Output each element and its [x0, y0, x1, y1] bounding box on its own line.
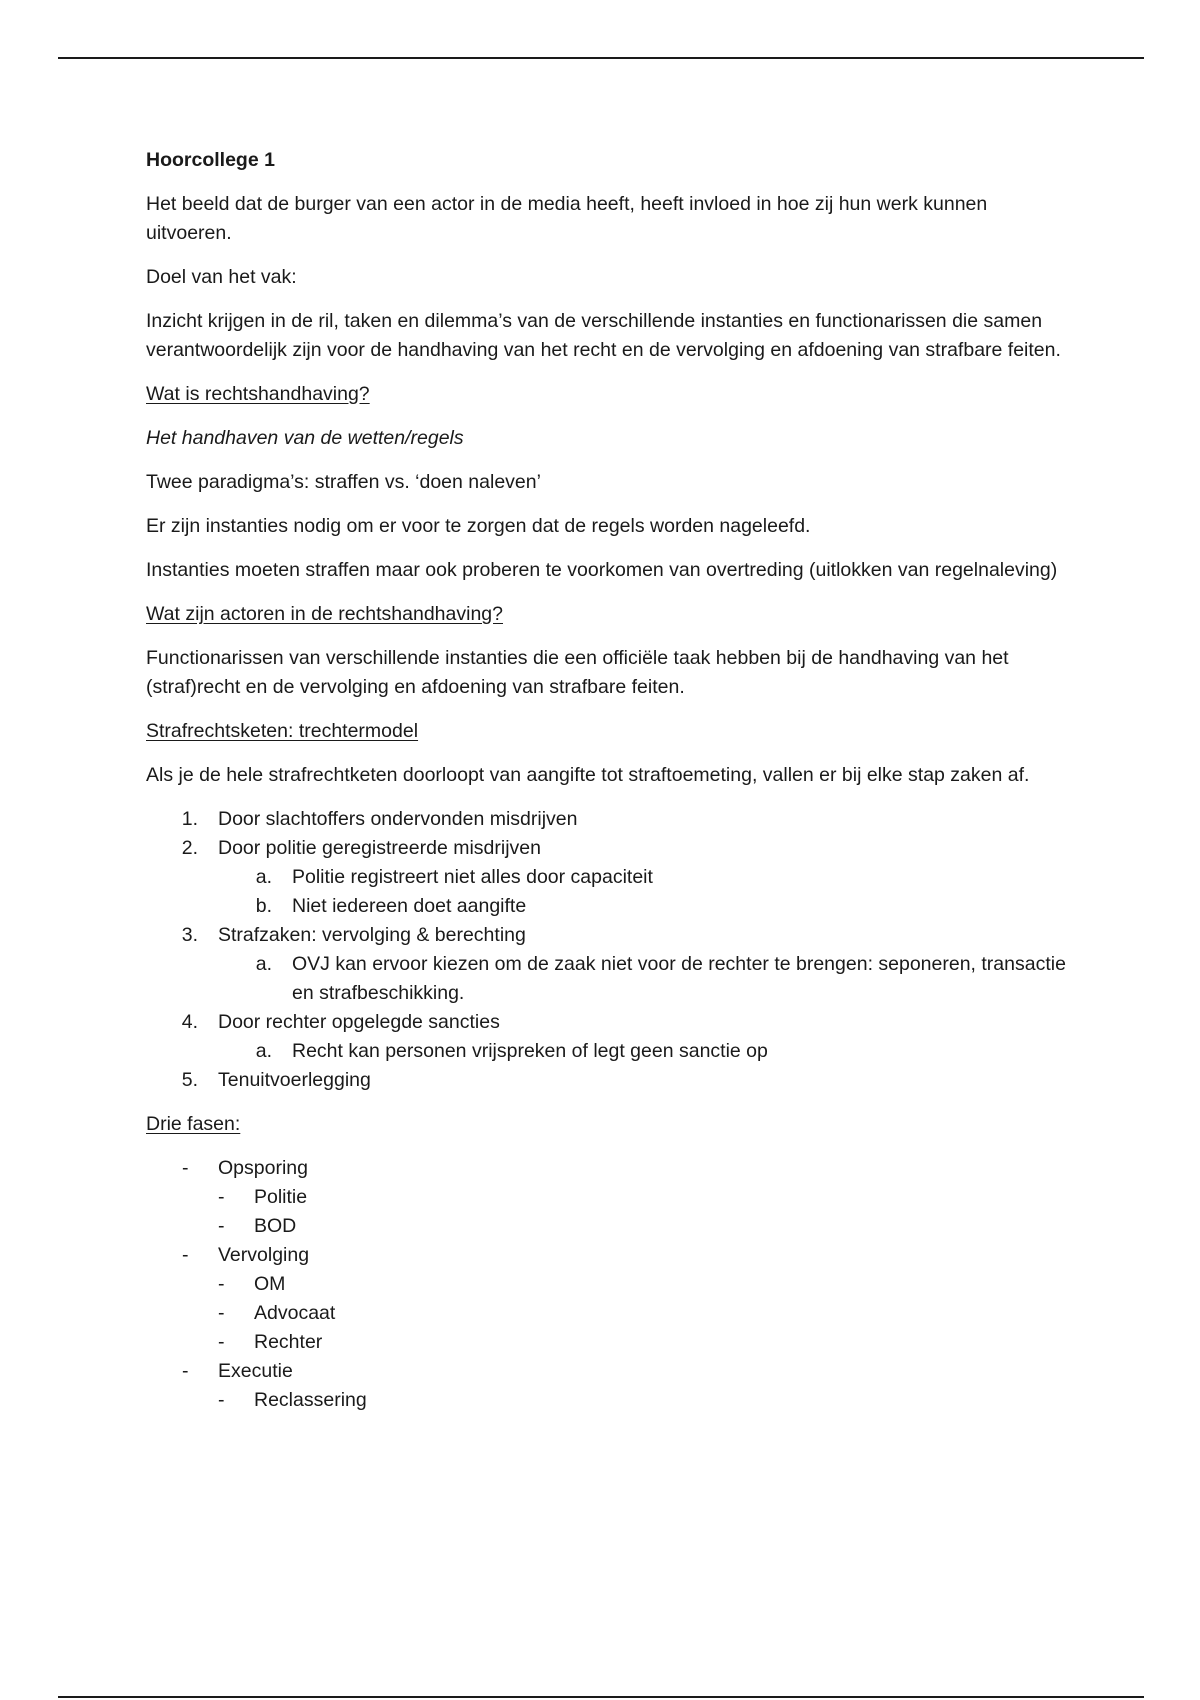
dash-marker: -	[218, 1273, 225, 1295]
list-item-text: Tenuitvoerlegging	[218, 1069, 371, 1091]
phase-label: Vervolging	[218, 1244, 310, 1266]
actor-item	[218, 1299, 1066, 1328]
list-item-text: Recht kan personen vrijspreken of legt geen sanctie op	[292, 1040, 768, 1062]
list-marker: 2.	[181, 837, 198, 859]
paragraph: Functionarissen van verschillende instanties die een officiële taak hebben bij de handhaving van het (straf)recht en de vervolging en afdoening van strafbare feiten.	[146, 647, 1009, 698]
sub-list-item	[146, 950, 1066, 1008]
phase-label: Executie	[218, 1360, 293, 1382]
phase-actors	[218, 1386, 1066, 1415]
dash-marker: -	[218, 1389, 225, 1411]
list-item-text: OVJ kan ervoor kiezen om de zaak niet voor de rechter te brengen: seponeren, transactie en strafbeschikking.	[292, 953, 1066, 1004]
sub-list-item	[146, 1037, 1066, 1066]
sub-list	[146, 950, 1066, 1008]
dash-marker: -	[218, 1331, 225, 1353]
actor-label: OM	[254, 1273, 286, 1295]
list-marker: a.	[255, 866, 272, 888]
list-marker: 3.	[181, 924, 198, 946]
section-heading: Wat is rechtshandhaving?	[146, 383, 370, 405]
paragraph: Twee paradigma’s: straffen vs. ‘doen naleven’	[146, 471, 541, 493]
actor-item	[218, 1270, 1066, 1299]
list-marker: 4.	[181, 1011, 198, 1033]
sub-list-wrapper	[146, 1037, 1066, 1066]
phase-item	[146, 1357, 1066, 1415]
phase-actors	[218, 1270, 1066, 1357]
sub-list	[146, 863, 1066, 921]
document-title: Hoorcollege 1	[146, 149, 275, 171]
actor-item	[218, 1212, 1066, 1241]
list-marker: 5.	[181, 1069, 198, 1091]
paragraph: Instanties moeten straffen maar ook proberen te voorkomen van overtreding (uitlokken van regelnaleving)	[146, 559, 1058, 581]
dash-marker: -	[218, 1302, 225, 1324]
list-item	[146, 1008, 1066, 1037]
section-heading: Strafrechtsketen: trechtermodel	[146, 720, 419, 742]
actor-label: Advocaat	[254, 1302, 336, 1324]
phase-label: Opsporing	[218, 1157, 308, 1179]
document-body	[146, 146, 1066, 1415]
dash-marker: -	[218, 1186, 225, 1208]
dash-marker: -	[218, 1215, 225, 1237]
actor-label: Reclassering	[254, 1389, 367, 1411]
sub-list-wrapper	[146, 950, 1066, 1008]
list-item-text: Politie registreert niet alles door capaciteit	[292, 866, 653, 888]
list-marker: b.	[255, 895, 272, 917]
paragraph-italic: Het handhaven van de wetten/regels	[146, 427, 464, 449]
phase-item	[146, 1154, 1066, 1241]
list-item-text: Door slachtoffers ondervonden misdrijven	[218, 808, 578, 830]
actor-item	[218, 1183, 1066, 1212]
sub-list-wrapper	[146, 863, 1066, 921]
list-item-text: Door politie geregistreerde misdrijven	[218, 837, 541, 859]
paragraph: Er zijn instanties nodig om er voor te zorgen dat de regels worden nageleefd.	[146, 515, 811, 537]
actor-item	[218, 1328, 1066, 1357]
paragraph: Inzicht krijgen in de ril, taken en dilemma’s van de verschillende instanties en functionarissen die samen verantwoordelijk zijn voor de handhaving van het recht en de vervolging en afdoening van strafbare feiten.	[146, 310, 1061, 361]
actor-label: Rechter	[254, 1331, 323, 1353]
phase-item	[146, 1241, 1066, 1357]
actor-label: BOD	[254, 1215, 297, 1237]
list-item	[146, 834, 1066, 863]
list-item-text: Door rechter opgelegde sancties	[218, 1011, 500, 1033]
list-marker: a.	[255, 1040, 272, 1062]
dash-marker: -	[182, 1244, 189, 1266]
dash-marker: -	[182, 1157, 189, 1179]
list-item-text: Strafzaken: vervolging & berechting	[218, 924, 526, 946]
sub-list-item	[146, 863, 1066, 892]
footer-rule	[58, 1696, 1144, 1698]
section-heading: Drie fasen:	[146, 1113, 241, 1135]
list-item	[146, 921, 1066, 950]
header-rule	[58, 57, 1144, 59]
phases-list	[146, 1154, 1066, 1415]
dash-marker: -	[182, 1360, 189, 1382]
list-marker: a.	[255, 953, 272, 975]
list-item-text: Niet iedereen doet aangifte	[292, 895, 527, 917]
sub-list	[146, 1037, 1066, 1066]
numbered-list	[146, 805, 1066, 1095]
sub-list-item	[146, 892, 1066, 921]
section-heading: Wat zijn actoren in de rechtshandhaving?	[146, 603, 503, 625]
actor-label: Politie	[254, 1186, 308, 1208]
paragraph: Het beeld dat de burger van een actor in de media heeft, heeft invloed in hoe zij hun werk kunnen uitvoeren.	[146, 193, 988, 244]
list-marker: 1.	[181, 808, 198, 830]
paragraph: Doel van het vak:	[146, 266, 297, 288]
actor-item	[218, 1386, 1066, 1415]
list-item	[146, 1066, 1066, 1095]
paragraph: Als je de hele strafrechtketen doorloopt van aangifte tot straftoemeting, vallen er bij elke stap zaken af.	[146, 764, 1030, 786]
list-item	[146, 805, 1066, 834]
phase-actors	[218, 1183, 1066, 1241]
